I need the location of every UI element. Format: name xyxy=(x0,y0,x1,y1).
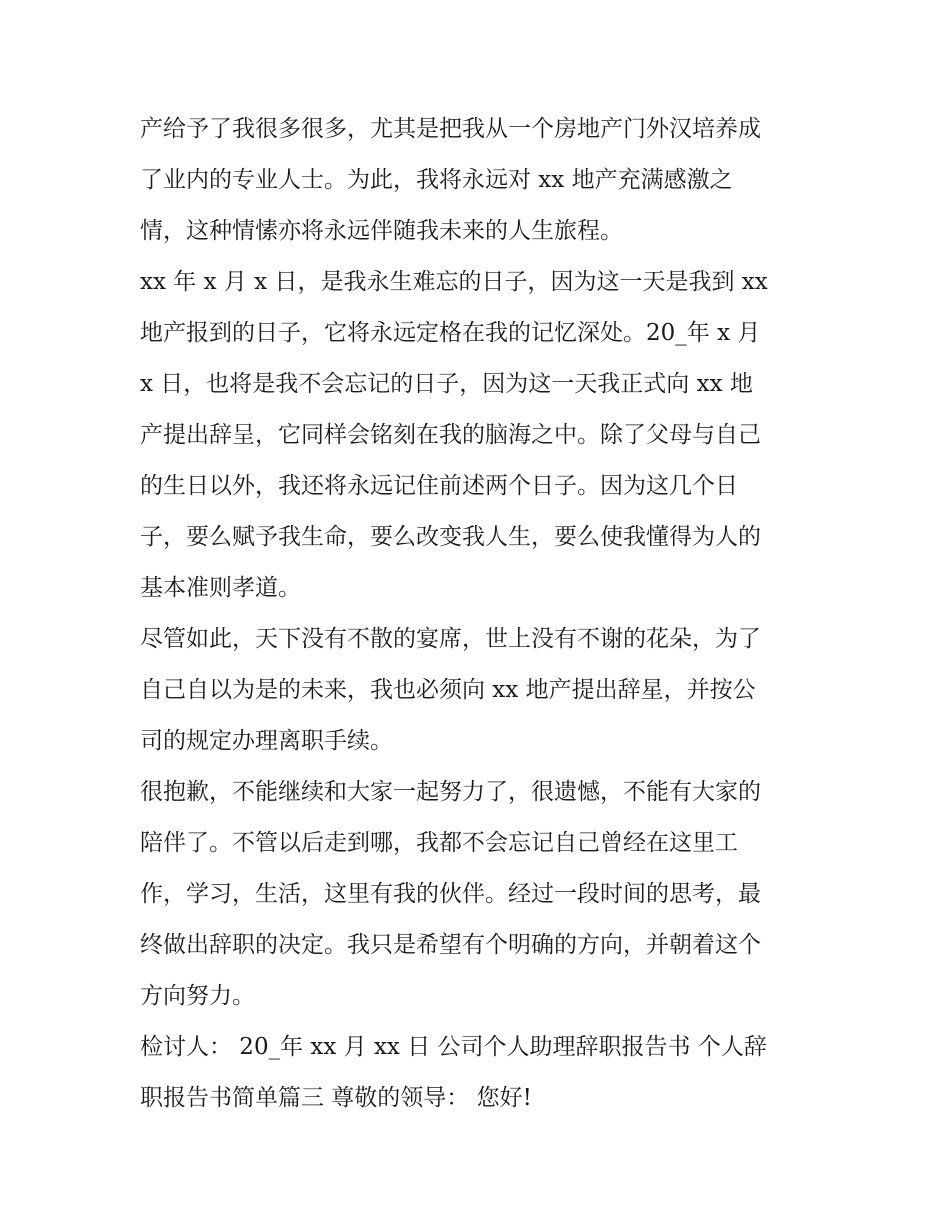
text-line: xx 年 x 月 x 日，是我永生难忘的日子，因为这一天是我到 xx xyxy=(140,269,768,295)
text-line: 产给予了我很多很多，尤其是把我从一个房地产门外汉培养成 xyxy=(140,116,761,142)
text-line: 很抱歉，不能继续和大家一起努力了，很遗憾，不能有大家的 xyxy=(140,779,761,805)
text-line: 尽管如此，天下没有不散的宴席，世上没有不谢的花朵，为了 xyxy=(140,626,761,652)
text-line: 自己自以为是的未来，我也必须向 xx 地产提出辞星，并按公 xyxy=(140,677,756,703)
text-line: 司的规定办理离职手续。 xyxy=(140,728,393,754)
text-line: 地产报到的日子，它将永远定格在我的记忆深处。20_年 x 月 xyxy=(140,320,761,346)
text-line: x 日，也将是我不会忘记的日子，因为这一天我正式向 xx 地 xyxy=(140,371,753,397)
text-line: 了业内的专业人士。为此，我将永远对 xx 地产充满感激之 xyxy=(140,167,733,193)
text-line: 的生日以外，我还将永远记住前述两个日子。因为这几个日 xyxy=(140,473,738,499)
text-line: 产提出辞呈，它同样会铭刻在我的脑海之中。除了父母与自己 xyxy=(140,422,761,448)
text-line: 职报告书简单篇三 尊敬的领导： 您好! xyxy=(140,1085,532,1111)
text-line: 终做出辞职的决定。我只是希望有个明确的方向，并朝着这个 xyxy=(140,932,761,958)
text-line: 情，这种情愫亦将永远伴随我未来的人生旅程。 xyxy=(140,218,623,244)
text-line: 陪伴了。不管以后走到哪，我都不会忘记自己曾经在这里工 xyxy=(140,830,738,856)
text-line: 方向努力。 xyxy=(140,983,255,1009)
text-line: 基本准则孝道。 xyxy=(140,575,301,601)
text-line: 子，要么赋予我生命，要么改变我人生，要么使我懂得为人的 xyxy=(140,524,761,550)
text-line: 检讨人： 20_年 xx 月 xx 日 公司个人助理辞职报告书 个人辞 xyxy=(140,1034,767,1060)
text-line: 作，学习，生活，这里有我的伙伴。经过一段时间的思考，最 xyxy=(140,881,761,907)
document-body xyxy=(140,104,830,1124)
